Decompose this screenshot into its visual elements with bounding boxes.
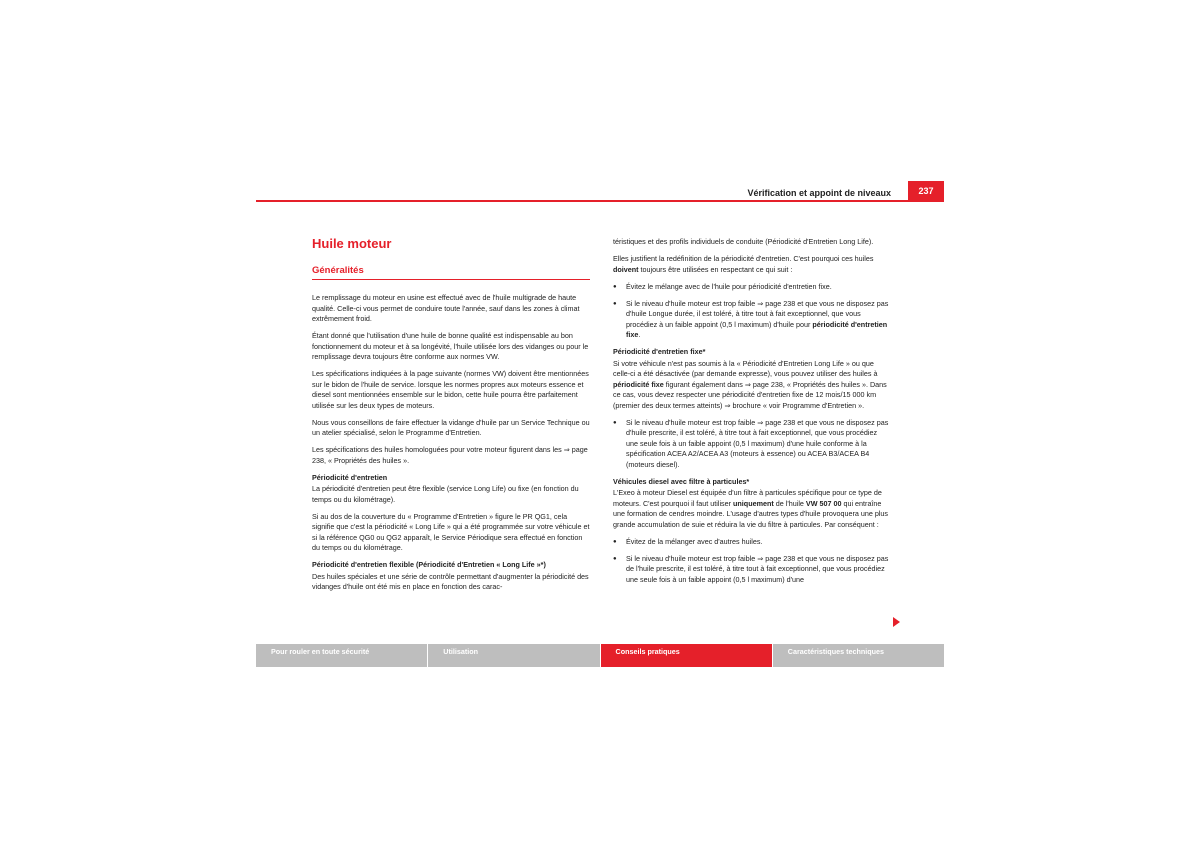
bullet-item: ● Si le niveau d'huile moteur est trop faible ⇒ page 238 et que vous ne disposez pas d'huile Longue durée, il est toléré, à titre tout à fait exceptionnel, que vous procédiez à un faible appoint (0,5 l maximum) d'huile pour périodicité d'entretien fixe. xyxy=(613,299,891,341)
subheading: Véhicules diesel avec filtre à particules* xyxy=(613,476,750,486)
bullet-item: ● Évitez de la mélanger avec d'autres huiles. xyxy=(613,537,891,548)
bullet-item: ● Si le niveau d'huile moteur est trop faible ⇒ page 238 et que vous ne disposez pas de l'huile prescrite, il est toléré, à titre tout à fait exceptionnel, que vous procédiez une seule fois à un faible appoint (0,5 l maximum) d'une xyxy=(613,554,891,586)
paragraph: Étant donné que l'utilisation d'une huile de bonne qualité est indispensable au bon fonctionnement du moteur et à sa longévité, l'huile utilisée lors des vidanges ou pour le remplissage devra toujours être conforme aux normes VW. xyxy=(312,331,589,361)
paragraph: Les spécifications indiquées à la page suivante (normes VW) doivent être mentionnées sur le bidon de l'huile de service. lorsque les normes propres aux moteurs essence et diesel sont mentionnées ensemble sur le bidon, cette huile pourra être parfaitement utilisée sur les deux types de moteurs. xyxy=(312,369,589,410)
footer-tab-utilisation[interactable]: Utilisation xyxy=(428,644,599,667)
subheading: Périodicité d'entretien flexible (Périodicité d'Entretien « Long Life »*) xyxy=(312,560,546,569)
paragraph: Les spécifications des huiles homologuées pour votre moteur figurent dans les ⇒ page 238, « Propriétés des huiles ». xyxy=(312,445,588,465)
subheading: Périodicité d'entretien fixe* xyxy=(613,347,706,356)
bullet-item: ● Si le niveau d'huile moteur est trop faible ⇒ page 238 et que vous ne disposez pas d'huile prescrite, il est toléré, à titre tout à fait exceptionnel, que vous procédiez une seule fois à un faible appoint (0,5 l maximum) d'une huile conforme à la spécification ACEA A2/ACEA A3 (moteurs à essence) ou ACEA B3/ACEA B4 (moteurs diesel). xyxy=(613,418,891,471)
page-number: 237 xyxy=(908,181,944,201)
footer-tab-securite[interactable]: Pour rouler en toute sécurité xyxy=(256,644,427,667)
right-column xyxy=(613,237,891,592)
paragraph: La périodicité d'entretien peut être flexible (service Long Life) ou fixe (en fonction du temps ou du kilométrage). xyxy=(312,484,579,504)
footer-tab-conseils[interactable]: Conseils pratiques xyxy=(601,644,772,667)
paragraph: Le remplissage du moteur en usine est effectué avec de l'huile multigrade de haute qualité. Celle-ci vous permet de conduire toute l'année, sauf dans les zones à climat extrêmement froid. xyxy=(312,293,580,323)
section-title: Huile moteur xyxy=(312,236,392,251)
left-column xyxy=(312,232,590,599)
subheading: Périodicité d'entretien xyxy=(312,472,388,482)
subsection-title: Généralités xyxy=(312,265,590,280)
paragraph: Si au dos de la couverture du « Programme d'Entretien » figure le PR QG1, cela signifie que c'est la périodicité « Long Life » qui a été programmée sur votre véhicule et si la référence QG0 ou QG2 apparaît, le Service Périodique sera effectué en fonction du temps ou du kilométrage. xyxy=(312,511,590,552)
paragraph: Elles justifient la redéfinition de la périodicité d'entretien. C'est pourquoi ces huiles doivent toujours être utilisées en respectant ce qui suit : xyxy=(613,254,874,274)
paragraph: Si votre véhicule n'est pas soumis à la « Périodicité d'Entretien Long Life » ou que celle-ci a été désactivée (par demande expresse), vous pouvez utiliser des huiles à périodicité fixe figurant également dans ⇒ page 238, « Propriétés des huiles ». Dans ce cas, vous devez respecter une périodicité d'entretien fixe de 12 mois/15 000 km (premier des deux termes atteints) ⇒ brochure « voir Programme d'Entretien ». xyxy=(613,358,887,410)
paragraph: Des huiles spéciales et une série de contrôle permettant d'augmenter la périodicité des vidanges d'huile ont été mis en place en fonction des carac- xyxy=(312,571,589,591)
paragraph: Nous vous conseillons de faire effectuer la vidange d'huile par un Service Technique ou un atelier spécialisé, selon le Programme d'Entretien. xyxy=(312,417,590,437)
footer-nav xyxy=(256,644,944,667)
paragraph: téristiques et des profils individuels de conduite (Périodicité d'Entretien Long Life). xyxy=(613,237,874,246)
bullet-item: ● Évitez le mélange avec de l'huile pour périodicité d'entretien fixe. xyxy=(613,282,891,293)
paragraph: L'Exeo à moteur Diesel est équipée d'un filtre à particules spécifique pour ce type de moteurs. C'est pourquoi il faut utiliser uniquement de l'huile VW 507 00 qui entraîne une formation de cendres moindre. L'usage d'autres types d'huile provoquera une plus grande accumulation de suie et réduira la vie du filtre à particules. Par conséquent : xyxy=(613,488,889,529)
footer-tab-caracteristiques[interactable]: Caractéristiques techniques xyxy=(773,644,944,667)
continue-arrow-icon xyxy=(893,617,900,627)
header-rule xyxy=(256,200,944,202)
running-header: Vérification et appoint de niveaux xyxy=(747,188,891,198)
